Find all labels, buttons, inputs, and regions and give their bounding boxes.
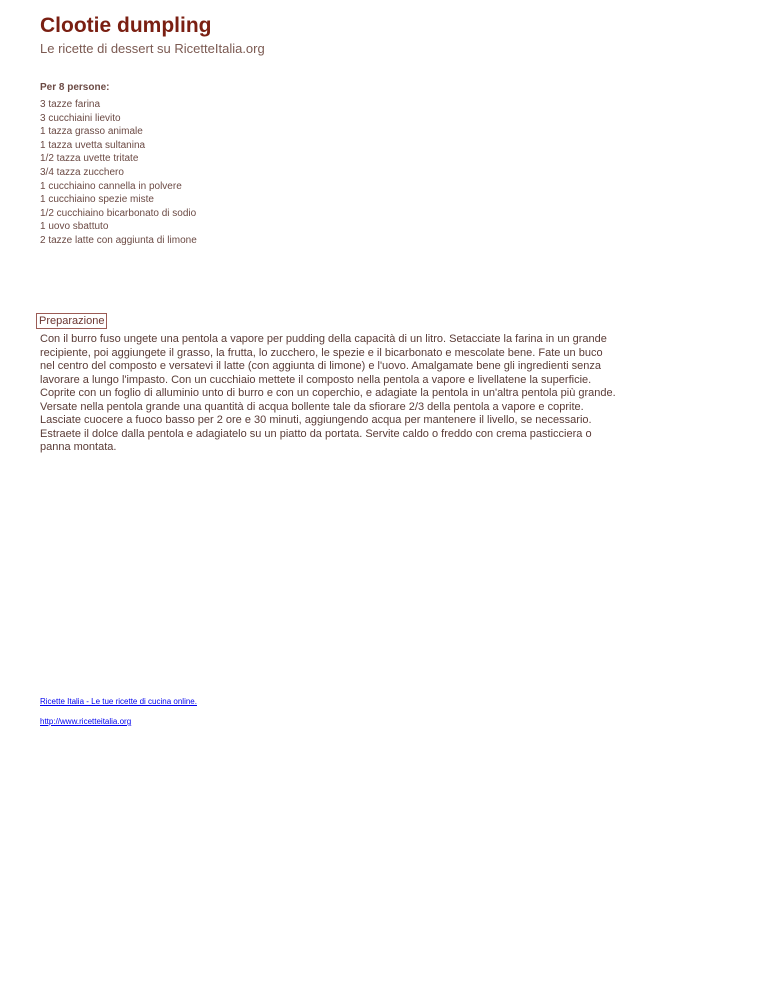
ingredient-item: 1 tazza uvetta sultanina [40,139,146,151]
ingredient-item: 1 tazza grasso animale [40,126,143,138]
preparation-text: Con il burro fuso ungete una pentola a vapore per pudding della capacità di un litro. Setacciate la farina in un grande recipiente, poi aggiungete il grasso, la frutta, lo zucchero, le spezie e il bicarbonato e mescolate bene. Fate un buco nel centro del composto e versatevi il latte (con aggiunta di limone) e l'uovo. Amalgamate bene gli ingredienti senza lavorare a lungo l'impasto. Con un cucchiaio mettete il composto nella pentola a vapore e livellatene la superficie. Coprite con un foglio di alluminio unto di burro e con un coperchio, e adagiate la pentola in un'altra pentola più grande. Versate nella pentola grande una quantità di acqua bollente tale da sfiorare 2/3 della pentola a vapore e coprite. Lasciate cuocere a fuoco basso per 2 ore e 30 minuti, aggiungendo acqua per mantenere il livello, se necessario. Estraete il dolce dalla pentola e adagiatelo su un piatto da portata. Servite caldo o freddo con crema pasticciera o panna montata. [40,333,616,453]
site-link[interactable]: Ricette Italia - Le tue ricette di cucina online. [40,697,197,706]
preparation-heading: Preparazione [36,313,107,329]
site-url-link[interactable]: http://www.ricetteitalia.org [40,717,132,726]
servings-label: Per 8 persone: [40,82,110,93]
ingredient-item: 1 uovo sbattuto [40,221,109,233]
ingredient-item: 1 cucchiaino spezie miste [40,194,154,206]
ingredient-item: 2 tazze latte con aggiunta di limone [40,234,197,246]
ingredient-item: 1/2 cucchiaino bicarbonato di sodio [40,207,197,219]
ingredient-item: 3 tazze farina [40,99,101,110]
page-subtitle: Le ricette di dessert su RicetteItalia.org [40,41,265,56]
ingredient-item: 3/4 tazza zucchero [40,166,124,178]
page-title: Clootie dumpling [40,14,212,37]
ingredient-item: 1/2 tazza uvette tritate [40,153,139,165]
ingredients-list [40,98,197,248]
ingredient-item: 1 cucchiaino cannella in polvere [40,180,182,192]
ingredient-item: 3 cucchiaini lievito [40,112,121,124]
